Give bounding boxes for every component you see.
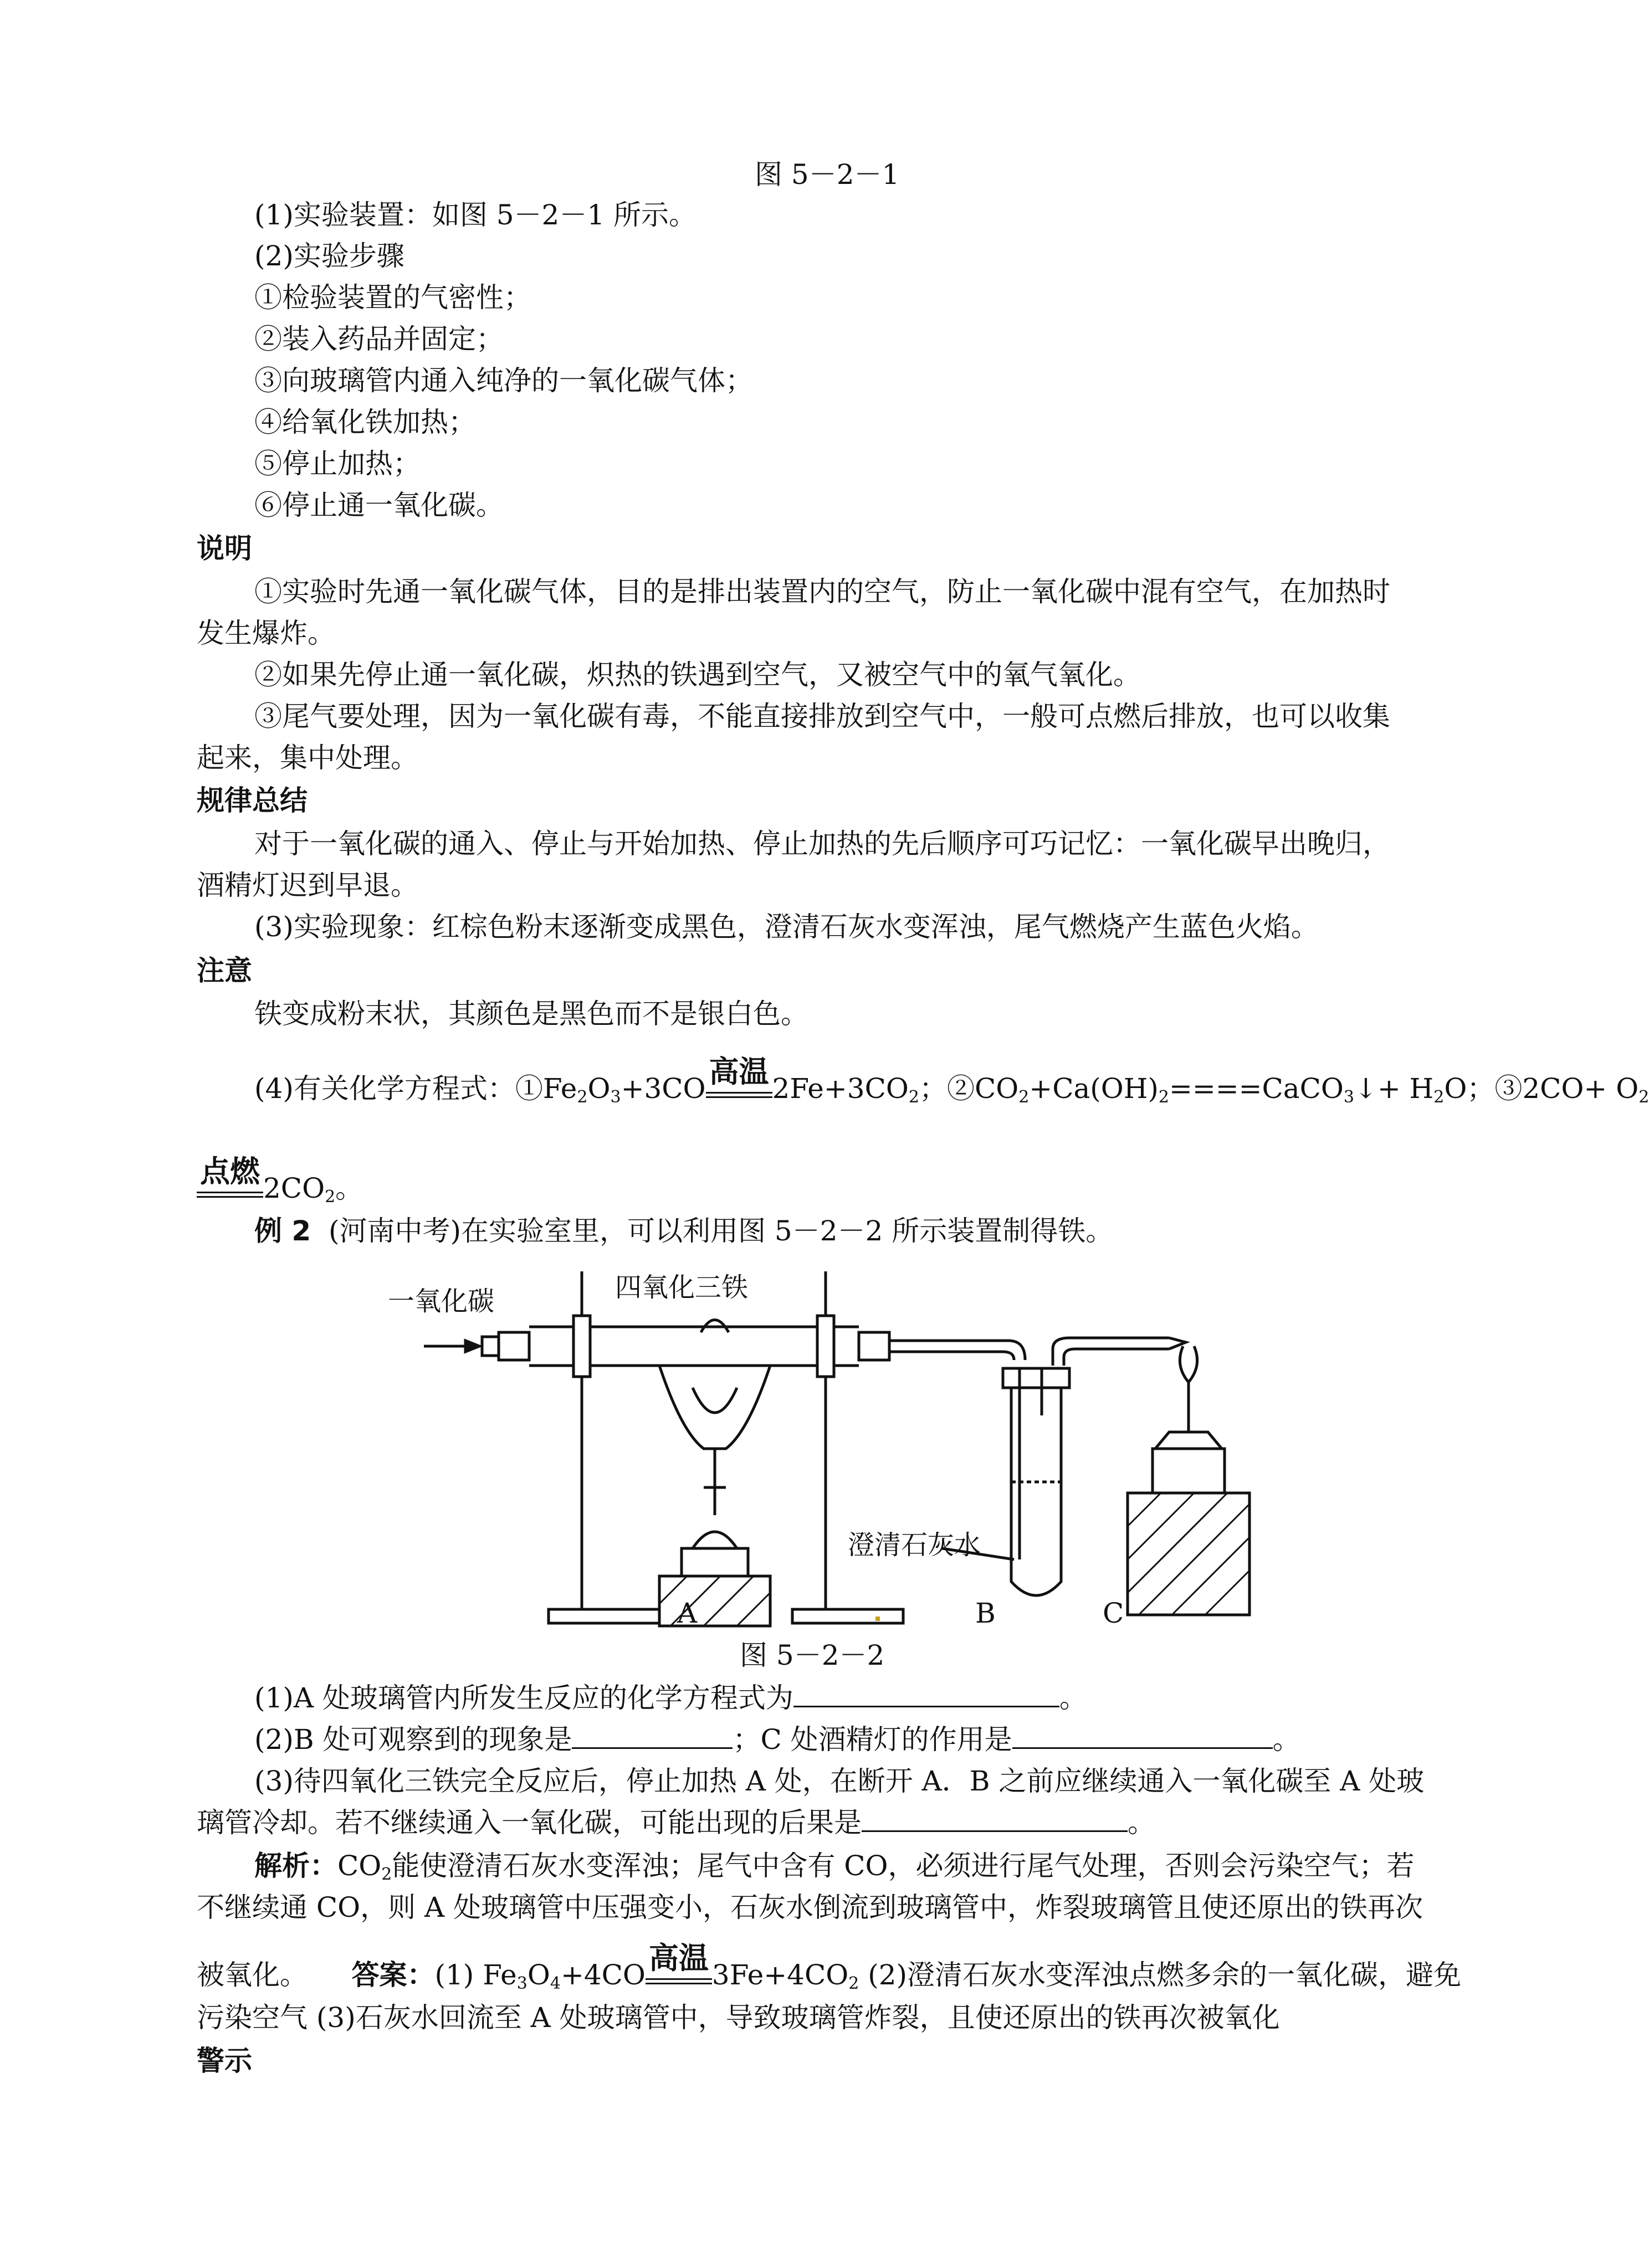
analysis-text-2: 不继续通 CO，则 A 处玻璃管中压强变小，石灰水倒流到玻璃管中，炸裂玻璃管且使还原出的铁再次 bbox=[197, 1891, 1423, 1923]
question-3: (3)待四氧化三铁完全反应后，停止加热 A 处，在断开 A．B 之前应继续通入一氧化碳至 A 处玻 bbox=[254, 1765, 1425, 1797]
step-item: ④给氧化铁加热； bbox=[254, 406, 476, 438]
question-2 bbox=[254, 1723, 1300, 1756]
alcohol-lamp-a-top bbox=[693, 1532, 737, 1548]
tail-gas-pipe bbox=[1053, 1338, 1169, 1366]
right-stand-base bbox=[792, 1609, 903, 1623]
equation-tail: 2CO bbox=[263, 1172, 325, 1204]
apparatus-diagram bbox=[382, 1249, 1247, 1643]
step-item: ⑥停止通一氧化碳。 bbox=[254, 489, 504, 521]
question-1-text: (1)A 处玻璃管内所发生反应的化学方程式为 bbox=[254, 1682, 793, 1714]
stray-dot bbox=[875, 1617, 880, 1621]
note-text: ③尾气要处理，因为一氧化碳有毒，不能直接排放到空气中，一般可点燃后排放，也可以收集 bbox=[254, 700, 1390, 732]
step-item: ②装入药品并固定； bbox=[254, 323, 504, 355]
answer-blank[interactable] bbox=[572, 1723, 733, 1749]
phenomena-text: (3)实验现象：红棕色粉末逐渐变成黑色，澄清石灰水变浑浊，尾气燃烧产生蓝色火焰。 bbox=[254, 911, 1319, 943]
attention-heading: 注意 bbox=[197, 955, 252, 987]
flame-c bbox=[1180, 1346, 1197, 1382]
alcohol-lamp-c-top bbox=[1155, 1432, 1222, 1449]
step-item: ⑤停止加热； bbox=[254, 448, 421, 480]
question-2-text-b: ；C 处酒精灯的作用是 bbox=[733, 1723, 1012, 1756]
note-text: 发生爆炸。 bbox=[197, 617, 335, 649]
condition-ignite bbox=[197, 1154, 263, 1198]
condition-high-temp bbox=[706, 1054, 772, 1098]
rule-text: 酒精灯迟到早退。 bbox=[197, 869, 418, 901]
left-stand-base bbox=[549, 1609, 659, 1623]
limewater-label: 澄清石灰水 bbox=[848, 1530, 981, 1561]
answer-blank[interactable] bbox=[862, 1806, 1128, 1832]
question-3-cont bbox=[197, 1806, 1155, 1839]
figure-caption-521: 图 5－2－1 bbox=[755, 158, 900, 191]
rule-heading: 规律总结 bbox=[197, 784, 308, 817]
figure-caption-522: 图 5－2－2 bbox=[740, 1639, 885, 1671]
flame-a bbox=[659, 1366, 770, 1449]
question-2-text: (2)B 处可观察到的现象是 bbox=[254, 1723, 572, 1756]
warning-heading: 警示 bbox=[197, 2045, 252, 2077]
answer-line: 被氧化。 答案：(1) $Fe_3O_4+4CO$ 高温 $3Fe+4CO_2$ (2)澄清石灰水变浑浊点燃多余的一氧化碳，避免 bbox=[197, 1941, 1462, 1993]
period: 。 bbox=[1059, 1682, 1087, 1714]
example-2-line bbox=[254, 1214, 1113, 1248]
lamp-a-block bbox=[659, 1576, 770, 1626]
answer-label: 答案： bbox=[351, 1959, 435, 1991]
alcohol-lamp-c bbox=[1153, 1449, 1225, 1493]
analysis-label: 解析： bbox=[254, 1850, 337, 1882]
equation-line-2: 点燃 $2CO_2$。 bbox=[197, 1172, 363, 1205]
condition-high-temp-label: 高温 bbox=[709, 1054, 769, 1089]
diagram-label-b: B bbox=[975, 1597, 996, 1629]
fe3o4-label: 四氧化三铁 bbox=[615, 1272, 749, 1303]
equation-line: (4)有关化学方程式：$①Fe_2O_3+3CO$ 高温 $2Fe+3CO_2$；$②CO_2+Ca(OH)_2====CaCO_3↓+ H_2O$；③2CO+ $O_2$ bbox=[254, 1054, 1649, 1107]
lamp-c-block bbox=[1128, 1493, 1249, 1615]
test-tube-stopper bbox=[1003, 1368, 1069, 1388]
note-heading: 说明 bbox=[197, 532, 252, 565]
diagram-label-c: C bbox=[1103, 1597, 1124, 1629]
condition-high-temp bbox=[646, 1941, 712, 1984]
example-2-text: (河南中考)在实验室里，可以利用图 5－2－2 所示装置制得铁。 bbox=[329, 1215, 1114, 1247]
equation-lead: (4)有关化学方程式：①Fe bbox=[254, 1073, 577, 1105]
note-text: ①实验时先通一氧化碳气体，目的是排出装置内的空气，防止一氧化碳中混有空气，在加热时 bbox=[254, 576, 1390, 608]
analysis-text: 能使澄清石灰水变浑浊；尾气中含有 CO，必须进行尾气处理，否则会污染空气；若 bbox=[392, 1850, 1415, 1882]
rule-text: 对于一氧化碳的通入、停止与开始加热、停止加热的先后顺序可巧记忆：一氧化碳早出晚归， bbox=[254, 828, 1390, 860]
diagram-label-a: A bbox=[677, 1597, 698, 1629]
setup-text: (1)实验装置：如图 5－2－1 所示。 bbox=[254, 199, 697, 231]
steps-title: (2)实验步骤 bbox=[254, 240, 404, 272]
answer-blank[interactable] bbox=[793, 1681, 1059, 1707]
step-item: ③向玻璃管内通入纯净的一氧化碳气体； bbox=[254, 365, 753, 397]
condition-high-temp-label: 高温 bbox=[648, 1941, 709, 1975]
right-stopper bbox=[859, 1332, 889, 1360]
analysis-line: 解析：$CO_2$能使澄清石灰水变浑浊；尾气中含有 CO，必须进行尾气处理，否则会污染空气；若 bbox=[254, 1850, 1415, 1884]
question-1 bbox=[254, 1681, 1087, 1715]
question-3-text: 璃管冷却。若不继续通入一氧化碳，可能出现的后果是 bbox=[197, 1807, 862, 1839]
step-item: ①检验装置的气密性； bbox=[254, 281, 531, 314]
period: 。 bbox=[1272, 1723, 1300, 1756]
answer-pre: 被氧化。 bbox=[197, 1959, 308, 1991]
note-text: 起来，集中处理。 bbox=[197, 742, 418, 774]
answer-text-2: 污染空气 (3)石灰水回流至 A 处玻璃管中，导致玻璃管炸裂，且使还原出的铁再次被氧化 bbox=[197, 2002, 1280, 2034]
co-label: 一氧化碳 bbox=[388, 1286, 495, 1317]
note-text: ②如果先停止通一氧化碳，炽热的铁遇到空气，又被空气中的氧气氧化。 bbox=[254, 659, 1141, 691]
inlet-arrow-head bbox=[465, 1341, 479, 1352]
answer-blank[interactable] bbox=[1012, 1723, 1273, 1749]
attention-text: 铁变成粉末状，其颜色是黑色而不是银白色。 bbox=[254, 998, 808, 1030]
period: 。 bbox=[1128, 1807, 1155, 1839]
left-stopper bbox=[499, 1332, 529, 1360]
condition-ignite-label: 点燃 bbox=[200, 1154, 260, 1189]
example-2-label: 例 2 bbox=[254, 1215, 311, 1247]
